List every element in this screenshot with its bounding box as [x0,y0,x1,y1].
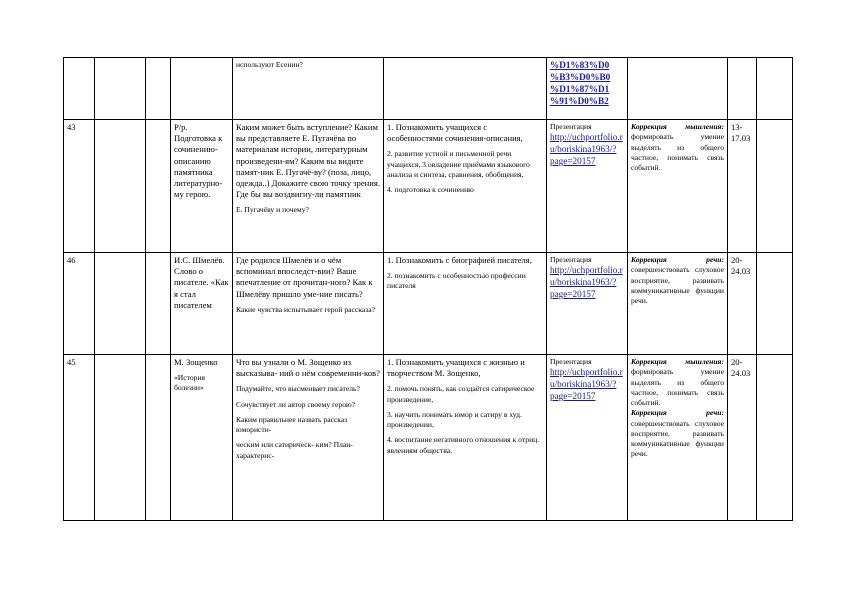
blank-cell [146,253,171,355]
objectives-cell [384,253,547,355]
resource-link[interactable]: %D1%83%D0 %B3%D0%B0 %D1%87%D1 %91%D0%B2 [550,60,611,106]
lesson-plan-table [63,57,793,521]
table-row [64,58,793,120]
blank-cell [95,58,146,120]
resource-link[interactable]: http://uchportfolio.ru/boriskina1963/?page=20157 [550,265,623,300]
correction-cell [628,120,728,253]
question-text: Какие чувства испытывает герой рассказа? [236,304,375,314]
blank-cell [146,120,171,253]
blank-cell [757,355,793,521]
resources-cell [547,58,628,120]
question-text: Каким может быть вступление? Каким вы представляете Е. Пугачёва по материалам истории, литературным произведени-ям? Каким вы видите памят-ник Е. Пугачё-ву? (поза, лицо, одежда..) Докажите свою точку зрения. Где бы вы воздвигну-ли памятник [236,122,380,200]
correction-cell [628,355,728,521]
lesson-number-cell: 46 [64,253,95,355]
objective-text: 2. познакомить с особенностью профессии писателя [387,271,526,291]
blank-cell [757,253,793,355]
objective-text: 4. подготовка к сочинению [387,185,474,195]
blank-cell [757,120,793,253]
resource-link[interactable]: http://uchportfolio.ru/boriskina1963/?page=20157 [550,132,623,167]
blank-cell [95,120,146,253]
questions-cell [233,253,384,355]
table-row [64,355,793,521]
correction-cell [628,253,728,355]
correction-block [631,122,724,173]
lesson-topic-cell [171,120,233,253]
objective-text: 1. Познакомить учащихся с жизнью и творчеством М. Зощенко, [387,357,525,379]
blank-cell [146,58,171,120]
correction-text: формировать умение выделять из общего частное, понимать связь событий. [631,367,724,407]
date-cell: 20-24.03 [728,253,757,355]
date-cell: 13-17.03 [728,120,757,253]
questions-cell [233,58,384,120]
question-text: используют Есенин? [236,60,303,69]
correction-block [631,255,724,306]
date-cell: 20-24.03 [728,355,757,521]
correction-block [631,357,724,408]
topic-subtitle: «История болезни» [174,373,206,393]
question-text: Что вы узнали о М. Зощенко из высказыва- ний о нём современни-ков? [236,357,380,379]
correction-cell [628,58,728,120]
resources-cell [547,355,628,521]
objective-text: 2. развитие устной и письменной речи учащихся, 3.овладение приёмами языкового анализа и синтеза, сравнения, обобщения, [387,149,530,179]
objectives-cell [384,355,547,521]
correction-title: Коррекция речи: [631,408,724,418]
correction-text: формировать умение выделять из общего частное, понимать связь событий. [631,132,724,172]
blank-cell [95,355,146,521]
resources-cell [547,120,628,253]
objective-text: 3. научить понимать юмор и сатиру в худ. произведении, [387,409,522,430]
question-text: Каким правильнее назвать рассказ юмористи- [236,414,348,435]
correction-title: Коррекция мышления: [631,122,724,131]
objectives-cell [384,58,547,120]
resource-label: Презентация [550,122,592,131]
lesson-topic-cell [171,58,233,120]
resource-link[interactable]: http://uchportfolio.ru/boriskina1963/?page=20157 [550,367,623,402]
resource-label: Презентация [550,255,592,264]
correction-block [631,408,724,459]
question-text: Подумайте, что высмеивает писатель? [236,384,360,394]
blank-cell [757,58,793,120]
question-text: Где родился Шмелёв и о чём вспоминал впоследст-вии? Ваше впечатление от прочитан-ного? Как к Шмелёву пришло уме-ние писать? [236,255,373,299]
topic-text: Р/р. Подготовка к сочинению-описанию памятника литературно-му герою. [174,122,223,200]
lesson-topic-cell [171,355,233,521]
correction-text: совершенствовать слуховое восприятие, развивать коммуникативные функции речи. [631,265,724,305]
table-row [64,253,793,355]
topic-text: М. Зощенко [174,357,218,367]
lesson-number-cell: 45 [64,355,95,521]
table-row [64,120,793,253]
objective-text: 2. помочь понять, как создаётся сатирическое произведение, [387,384,535,404]
objective-text: 1. Познакомить с биографией писателя, [387,255,532,265]
correction-title: Коррекция мышления: [631,357,724,366]
questions-cell [233,355,384,521]
resources-cell [547,253,628,355]
objectives-cell [384,120,547,253]
resource-label: Презентация [550,357,592,366]
lesson-topic-cell [171,253,233,355]
question-text: ческим или сатирическ- ким? План-характерис- [236,440,353,460]
objective-text: 4. воспитание негативного отношения к отриц. явлениям общества. [387,435,540,455]
question-text: Сочувствует ли автор своему герою? [236,399,356,409]
lesson-number-cell [64,58,95,120]
correction-text: совершенствовать слуховое восприятие, развивать коммуникативные функции речи. [631,418,724,459]
questions-cell [233,120,384,253]
objective-text: 1. Познакомить учащихся с особенностями сочинения-описания, [387,122,523,144]
correction-title: Коррекция речи: [631,255,724,264]
question-text: Е. Пугачёву и почему? [236,205,309,215]
lesson-number-cell: 43 [64,120,95,253]
topic-text: И.С. Шмелёв. Слово о писателе. «Как я стал писателем [174,255,229,310]
blank-cell [95,253,146,355]
date-cell [728,58,757,120]
blank-cell [146,355,171,521]
